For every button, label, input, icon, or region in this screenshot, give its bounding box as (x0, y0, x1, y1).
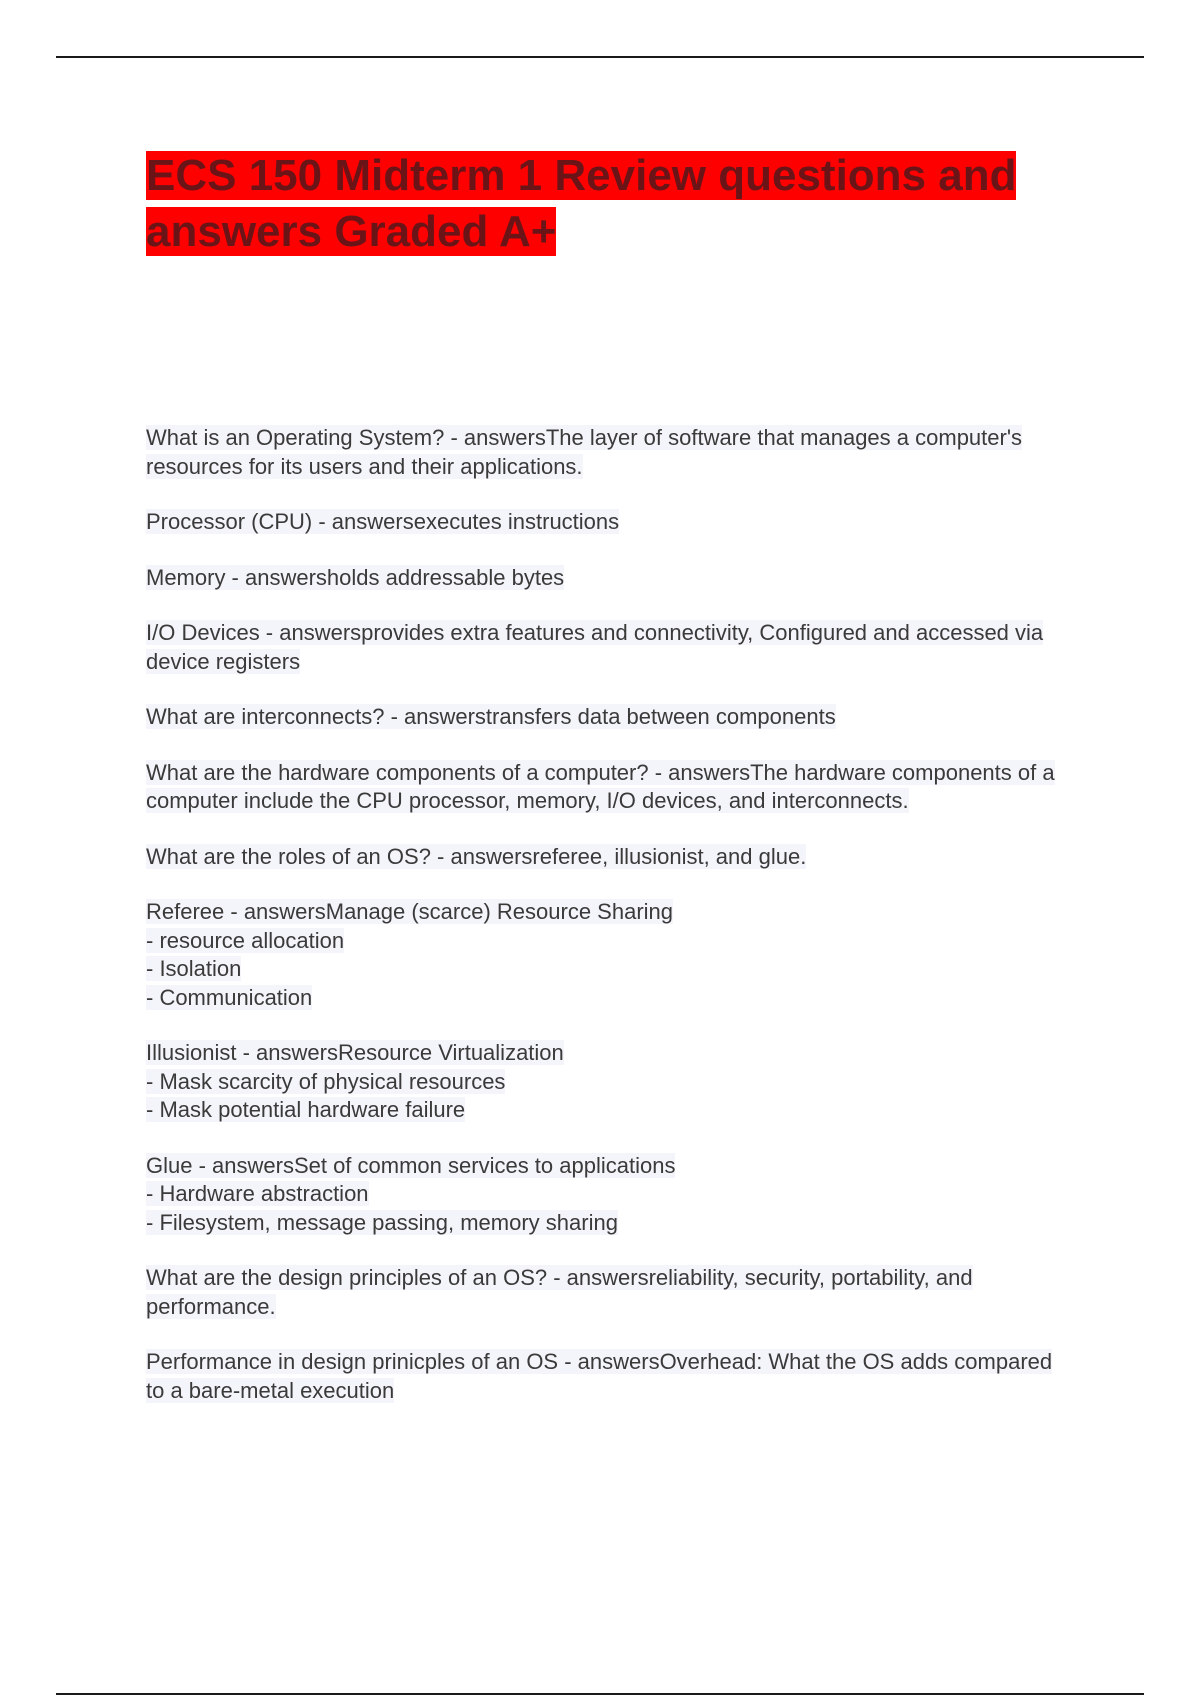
qa-entry (146, 619, 1076, 676)
qa-entry (146, 898, 1076, 1012)
qa-entry (146, 1264, 1076, 1321)
qa-entry-text: Referee - answersManage (scarce) Resource Sharing - resource allocation - Isolation - Communication (146, 899, 674, 1010)
qa-entry-text: Processor (CPU) - answersexecutes instructions (146, 509, 620, 534)
qa-list (146, 424, 1076, 1432)
qa-entry (146, 1039, 1076, 1125)
qa-entry-text: Glue - answersSet of common services to applications - Hardware abstraction - Filesystem, message passing, memory sharing (146, 1152, 676, 1235)
document-title (146, 148, 1046, 260)
qa-entry (146, 508, 1076, 537)
qa-entry-text: Memory - answersholds addressable bytes (146, 564, 565, 590)
qa-entry-text: I/O Devices - answersprovides extra features and connectivity, Configured and accessed via device registers (146, 620, 1044, 674)
bottom-divider (56, 1693, 1144, 1695)
qa-entry-text: What are the hardware components of a computer? - answersThe hardware components of a computer include the CPU processor, memory, I/O devices, and interconnects. (146, 759, 1055, 813)
qa-entry-text: What are interconnects? - answerstransfers data between components (146, 704, 836, 729)
qa-entry (146, 1152, 1076, 1238)
qa-entry (146, 564, 1076, 593)
qa-entry (146, 424, 1076, 481)
title-highlight: ECS 150 Midterm 1 Review questions and answers Graded A+ (146, 151, 1017, 256)
qa-entry (146, 759, 1076, 816)
qa-entry-text: Illusionist - answersResource Virtualization - Mask scarcity of physical resources - Mask potential hardware failure (146, 1040, 564, 1122)
qa-entry-text: What is an Operating System? - answersThe layer of software that manages a computer's resources for its users and their applications. (146, 425, 1023, 479)
qa-entry (146, 1348, 1076, 1405)
top-divider (56, 56, 1144, 58)
qa-entry-text: What are the design principles of an OS? - answersreliability, security, portability, and performance. (146, 1265, 973, 1319)
qa-entry (146, 703, 1076, 732)
qa-entry-text: Performance in design prinicples of an OS - answersOverhead: What the OS adds compared to a bare-metal execution (146, 1349, 1053, 1403)
qa-entry (146, 843, 1076, 872)
qa-entry-text: What are the roles of an OS? - answersreferee, illusionist, and glue. (146, 843, 807, 869)
